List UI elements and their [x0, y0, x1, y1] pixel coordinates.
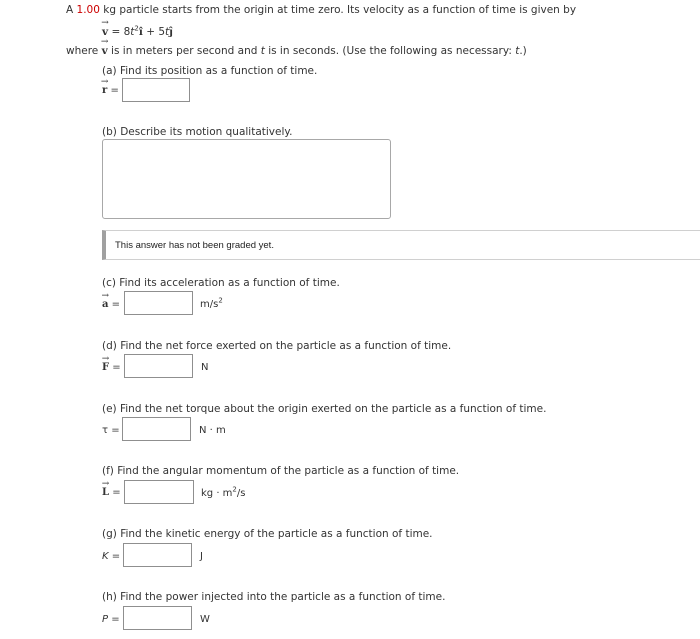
part-a-label	[102, 85, 119, 96]
part-a-prompt: (a) Find its position as a function of time.	[102, 65, 318, 77]
force-answer-input[interactable]	[124, 354, 193, 378]
torque-unit: N · m	[199, 425, 226, 436]
where-close: .)	[519, 45, 527, 57]
where-tail: is in seconds. (Use the following as necessary:	[268, 45, 512, 57]
equals-sign: =	[112, 362, 121, 373]
unit-tail: /s	[236, 488, 246, 499]
where-t2: t	[515, 45, 520, 57]
position-answer-input[interactable]	[122, 78, 190, 102]
kinetic-energy-symbol-label: K =	[102, 551, 121, 562]
unit-base: kg · m	[201, 488, 233, 499]
where-t: t	[260, 45, 265, 57]
acceleration-unit	[200, 296, 223, 310]
where-line	[66, 45, 527, 57]
intro-suffix: kg particle starts from the origin at time zero. Its velocity as a function of time is given by	[103, 4, 577, 16]
part-f-label	[102, 487, 121, 498]
mass-value: 1.00	[76, 4, 100, 16]
grading-status-panel	[102, 230, 700, 260]
velocity-var-t2: t	[165, 26, 170, 38]
where-prefix: where	[66, 45, 99, 57]
part-c-prompt: (c) Find its acceleration as a function of time.	[102, 277, 340, 289]
part-g-prompt: (g) Find the kinetic energy of the particle as a function of time.	[102, 528, 433, 540]
force-unit: N	[201, 362, 209, 373]
unit-exponent: 2	[232, 485, 237, 494]
part-d-prompt: (d) Find the net force exerted on the particle as a function of time.	[102, 340, 452, 352]
acceleration-vector-symbol: → a	[102, 299, 108, 310]
part-f-prompt: (f) Find the angular momentum of the particle as a function of time.	[102, 465, 460, 477]
velocity-vector-symbol: → v	[102, 26, 108, 38]
velocity-equation	[102, 26, 173, 38]
equals-sign: =	[110, 85, 119, 96]
angular-momentum-answer-input[interactable]	[124, 480, 194, 504]
velocity-coef-2: + 5	[146, 26, 166, 38]
velocity-exponent: 2	[134, 24, 139, 33]
grading-status-text: This answer has not been graded yet.	[115, 240, 274, 251]
torque-answer-input[interactable]	[122, 417, 191, 441]
angular-momentum-unit	[201, 485, 246, 499]
where-suffix: is in meters per second and	[111, 45, 258, 57]
kinetic-energy-answer-input[interactable]	[123, 543, 192, 567]
power-answer-input[interactable]	[123, 606, 192, 630]
velocity-coef-1: = 8	[111, 26, 131, 38]
part-c-label	[102, 299, 120, 310]
acceleration-answer-input[interactable]	[124, 291, 193, 315]
part-b-prompt: (b) Describe its motion qualitatively.	[102, 126, 293, 138]
torque-symbol-label: τ =	[102, 425, 120, 436]
power-unit: W	[200, 614, 210, 625]
problem-intro	[66, 4, 576, 16]
equals-sign: =	[112, 487, 121, 498]
kinetic-energy-unit: J	[200, 551, 203, 562]
j-hat-unit-vector: ĵ	[169, 26, 173, 38]
i-hat-unit-vector: î	[138, 26, 143, 38]
velocity-var-t1: t	[130, 26, 135, 38]
force-vector-symbol: → F	[102, 362, 109, 373]
angular-momentum-vector-symbol: → L	[102, 487, 109, 498]
part-h-prompt: (h) Find the power injected into the particle as a function of time.	[102, 591, 446, 603]
unit-exponent: 2	[218, 296, 223, 305]
intro-prefix: A	[66, 4, 74, 16]
part-d-label	[102, 362, 121, 373]
part-e-prompt: (e) Find the net torque about the origin exerted on the particle as a function of time.	[102, 403, 547, 415]
power-symbol-label: P =	[102, 614, 120, 625]
motion-description-textarea[interactable]	[102, 139, 391, 219]
equals-sign: =	[111, 299, 121, 310]
position-vector-symbol: → r	[102, 85, 107, 96]
unit-base: m/s	[200, 299, 219, 310]
where-velocity-symbol: → v	[102, 45, 108, 57]
